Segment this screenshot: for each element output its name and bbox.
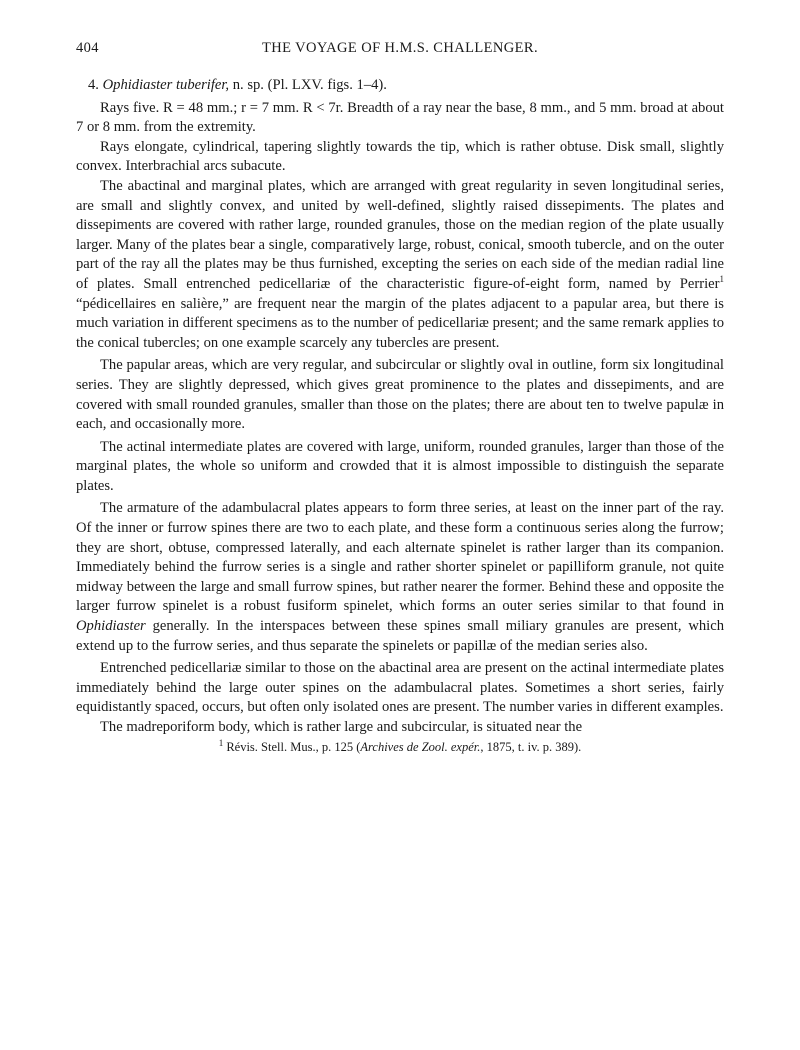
paragraph-papular-areas: The papular areas, which are very regular, and subcircular or slightly oval in outline, form six longitudinal series. They are slightly depressed, which gives great prominence to the plates and dissepiments, and are covered with small rounded granules, smaller than those on the plates; there are about ten to twelve papulæ in each, and occasionally more. — [76, 357, 724, 433]
paragraph-measurements: Rays five. R = 48 mm.; r = 7 mm. R < 7r. Breadth of a ray near the base, 8 mm., and 5 mm. broad at about 7 or 8 mm. from the extremity. — [76, 99, 724, 136]
species-name: Ophidiaster tuberifer, — [102, 77, 230, 93]
footnote-mark: 1 — [218, 737, 224, 748]
paragraph-abactinal-part-a: The abactinal and marginal plates, which are arranged with great regularity in seven longitudinal series, are small and slightly convex, and united by well-defined, slightly raised dissepiments. The plates and dissepiments are covered with rather large, rounded granules, those on the median region of the plate usually larger. Many of the plates bear a single, comparatively large, robust, conical, smooth tubercle, and on the outer part of the ray all the plates may be thus furnished, excepting the series on each side of the median radial line of plates. Small entrenched pedicellariæ of the characteristic figure-of-eight form, named by Perrier — [76, 177, 724, 292]
genus-name: Ophidiaster — [76, 618, 146, 635]
page-number: 404 — [76, 40, 99, 56]
paragraph-rays: Rays elongate, cylindrical, tapering slightly towards the tip, which is rather obtuse. Disk small, slightly convex. Interbrachial arcs subacute. — [76, 138, 724, 175]
footnote — [76, 739, 724, 755]
page — [76, 40, 724, 755]
running-header — [76, 40, 724, 62]
paragraph-pedicellariae: Entrenched pedicellariæ similar to those on the abactinal area are present on the actinal intermediate plates immediately behind the large outer spines on the adambulacral plates. Sometimes a short series, fairly equidistantly spaced, occurs, but often only isolated ones are present. The number varies in different examples. — [76, 660, 724, 716]
footnote-journal: Archives de Zool. expér. — [360, 739, 481, 754]
paragraph-actinal-plates: The actinal intermediate plates are covered with large, uniform, rounded granules, larger than those of the marginal plates, the whole so uniform and crowded that it is almost impossible to distinguish the separate plates. — [76, 438, 724, 494]
paragraph-armature-part-b: generally. In the interspaces between these spines small miliary granules are present, which extend up to the furrow series, and thus separate the spinelets or papillæ of the median series also. — [76, 618, 724, 654]
species-heading-rest: n. sp. (Pl. LXV. figs. 1–4). — [229, 77, 387, 93]
paragraph-abactinal-part-b: “pédicellaires en salière,” are frequent near the margin of the plates adjacent to a papular area, but there is much variation in different specimens as to the number of pedicellariæ present; and the same remark applies to the conical tubercles; on one example scarcely any tubercles are present. — [76, 295, 724, 351]
paragraph-adambulacral-armature — [76, 499, 724, 656]
footnote-text-a: Révis. Stell. Mus., p. 125 ( — [223, 739, 361, 754]
paragraph-armature-part-a: The armature of the adambulacral plates appears to form three series, at least on the inner part of the ray. Of the inner or furrow spines there are two to each plate, and these form a continuous series along the furrow; they are short, obtuse, compressed laterally, and each alternate spinelet is rather larger than its companion. Immediately behind the furrow series is a single and rather shorter spinelet or papilliform granule, not quite midway between the large and small furrow spines, but rather nearer the former. Behind these and opposite the larger furrow spinelet is a robust fusiform spinelet, which forms an outer series similar to that found in — [76, 500, 724, 615]
body-text — [76, 76, 724, 738]
footnote-text-b: , 1875, t. iv. p. 389). — [480, 739, 582, 754]
paragraph-abactinal-plates — [76, 177, 724, 353]
footnote-reference: 1 — [719, 274, 724, 285]
species-number: 4. — [88, 77, 99, 93]
species-heading — [76, 76, 724, 96]
running-title: THE VOYAGE OF H.M.S. CHALLENGER. — [262, 40, 538, 56]
paragraph-madreporiform: The madreporiform body, which is rather large and subcircular, is situated near the — [100, 719, 583, 735]
